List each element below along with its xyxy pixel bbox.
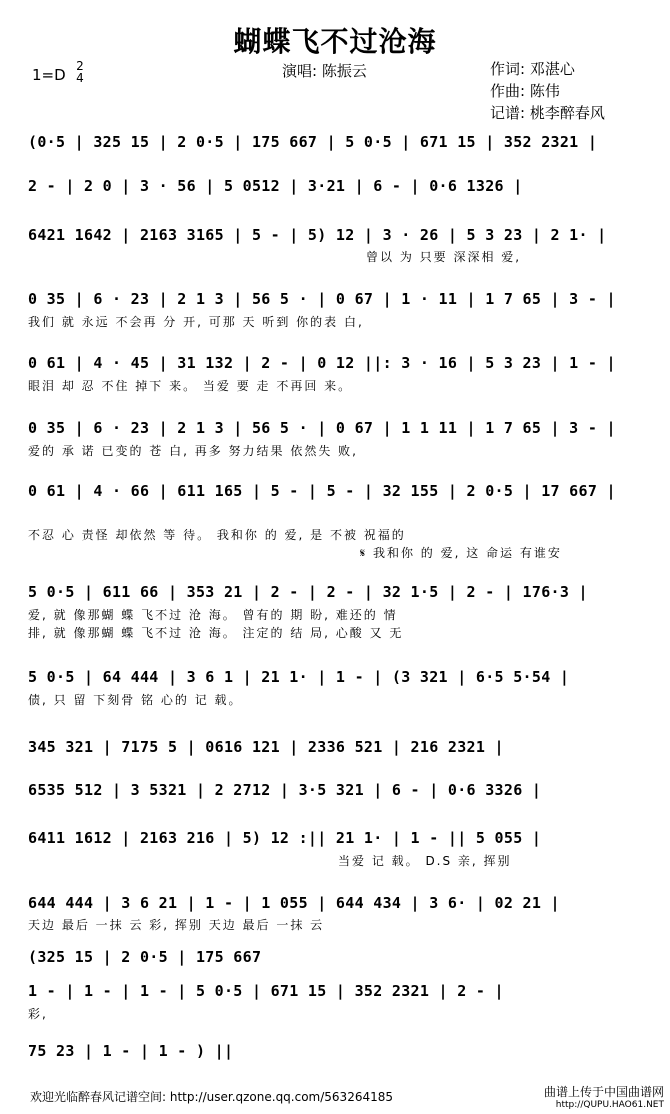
score-line-8: 5 0·5 | 611 66 | 353 21 | 2 - | 2 - | 32 1·5 | 2 - | 176·3 | [28, 583, 588, 601]
lyric-line-15: 彩, [28, 1007, 48, 1021]
score-line-11: 6535 512 | 3 5321 | 2 2712 | 3·5 321 | 6 - | 0·6 3326 | [28, 781, 542, 799]
score-line-1: (0·5 | 325 15 | 2 0·5 | 175 667 | 5 0·5 | 671 15 | 352 2321 | [28, 133, 598, 151]
time-bottom: 4 [76, 71, 84, 85]
lyric-line-3: 曾以 为 只要 深深相 爱, [366, 250, 522, 264]
transcriber-credit: 记谱: 桃李醉春风 [490, 104, 605, 122]
time-signature [74, 60, 86, 84]
score-line-6: 0 35 | 6 · 23 | 2 1 3 | 56 5 · | 0 67 | 1 1 11 | 1 7 65 | 3 - | [28, 419, 616, 437]
lyric-line-7a: 不忍 心 责怪 却依然 等 待。 我和你 的 爱, 是 不被 祝福的 [28, 528, 406, 542]
score-line-3: 6421 1642 | 2163 3165 | 5 - | 5) 12 | 3 · 26 | 5 3 23 | 2 1· | [28, 226, 607, 244]
footer-credit: 欢迎光临醉春风记谱空间: http://user.qzone.qq.com/563264185 [30, 1090, 394, 1104]
lyric-line-6: 爱的 承 诺 已变的 苍 白, 再多 努力结果 依然失 败, [28, 444, 358, 458]
score-line-7: 0 61 | 4 · 66 | 611 165 | 5 - | 5 - | 32 155 | 2 0·5 | 17 667 | [28, 482, 616, 500]
lyric-line-5: 眼泪 却 忍 不住 掉下 来。 当爱 要 走 不再回 来。 [28, 379, 353, 393]
score-line-9: 5 0·5 | 64 444 | 3 6 1 | 21 1· | 1 - | (3 321 | 6·5 5·54 | [28, 668, 570, 686]
score-line-13: 644 444 | 3 6 21 | 1 - | 1 055 | 644 434 | 3 6· | 02 21 | [28, 894, 560, 912]
lyricist-credit: 作词: 邓湛心 [490, 60, 575, 78]
lyric-line-7b: 𝄋 我和你 的 爱, 这 命运 有谁安 [360, 546, 562, 560]
score-line-5: 0 61 | 4 · 45 | 31 132 | 2 - | 0 12 ||: 3 · 16 | 5 3 23 | 1 - | [28, 354, 616, 372]
lyric-line-12: 当爱 记 载。 D.S 亲, 挥别 [338, 854, 512, 868]
time-top: 2 [76, 59, 84, 73]
lyric-line-8a: 爱, 就 像那蝴 蝶 飞不过 沧 海。 曾有的 期 盼, 难还的 情 [28, 608, 398, 622]
footer-source-label: 曲谱上传于中国曲谱网 [543, 1085, 664, 1099]
footer-source-url: http://QUPU.HAO61.NET [555, 1100, 664, 1110]
lyric-line-8b: 排, 就 像那蝴 蝶 飞不过 沧 海。 注定的 结 局, 心酸 又 无 [28, 626, 404, 640]
lyric-line-9: 债, 只 留 下刻骨 铭 心的 记 载。 [28, 693, 243, 707]
composer-credit: 作曲: 陈伟 [490, 82, 560, 100]
score-line-4: 0 35 | 6 · 23 | 2 1 3 | 56 5 · | 0 67 | 1 · 11 | 1 7 65 | 3 - | [28, 290, 616, 308]
score-line-16: 75 23 | 1 - | 1 - ) || [28, 1042, 234, 1060]
song-title: 蝴蝶飞不过沧海 [233, 25, 437, 58]
score-line-10: 345 321 | 7175 5 | 0616 121 | 2336 521 | 216 2321 | [28, 738, 504, 756]
credits-block [490, 58, 605, 124]
singer-credit: 演唱: 陈振云 [282, 62, 367, 80]
score-line-2: 2 - | 2 0 | 3 · 56 | 5 0512 | 3·21 | 6 - | 0·6 1326 | [28, 177, 523, 195]
score-line-12: 6411 1612 | 2163 216 | 5) 12 :|| 21 1· | 1 - || 5 055 | [28, 829, 542, 847]
footer-source [544, 1086, 664, 1112]
score-line-15: 1 - | 1 - | 1 - | 5 0·5 | 671 15 | 352 2321 | 2 - | [28, 982, 504, 1000]
lyric-line-4: 我们 就 永远 不会再 分 开, 可那 天 听到 你的表 白, [28, 315, 364, 329]
key-signature [32, 59, 84, 85]
lyric-line-13: 天边 最后 一抹 云 彩, 挥别 天边 最后 一抹 云 [28, 918, 325, 932]
score-line-14: (325 15 | 2 0·5 | 175 667 [28, 948, 262, 966]
key-label: 1=D [32, 66, 66, 84]
